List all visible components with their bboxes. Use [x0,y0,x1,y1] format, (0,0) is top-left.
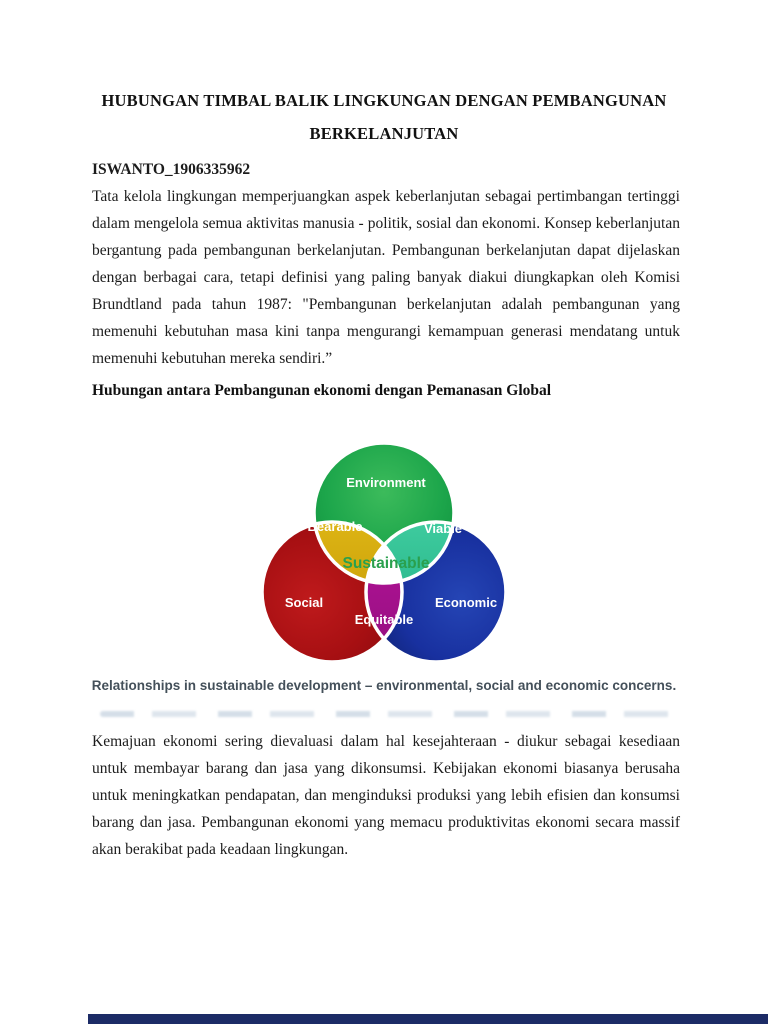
venn-svg [259,440,509,675]
venn-label-sustainable: Sustainable [342,555,430,572]
venn-label-social: Social [284,595,324,610]
paragraph-economy: Kemajuan ekonomi sering dievaluasi dalam hal kesejahteraan - diukur sebagai kesediaan untuk membayar barang dan jasa yang dikonsumsi. Kebijakan ekonomi biasanya berusaha untuk meningkatkan pendapatan, dan menginduksi produksi yang lebih efisien dan konsumsi barang dan jasa. Pembangunan ekonomi yang memacu produktivitas ekonomi secara massif akan berakibat pada keadaan lingkungan. [92,733,680,858]
paragraph-governance: Tata kelola lingkungan memperjuangkan aspek keberlanjutan sebagai pertimbangan tertinggi dalam mengelola semua aktivitas manusia - politik, sosial dan ekonomi. Konsep keberlanjutan bergantung pada pembangunan berkelanjutan. Pembangunan berkelanjutan dapat dijelaskan dengan berbagai cara, tetapi definisi yang paling banyak diakui diungkapkan oleh Komisi Brundtland pada tahun 1987: "Pembangunan berkelanjutan adalah pembangunan yang memenuhi kebutuhan masa kini tanpa mengurangi kemampuan generasi mendatang untuk memenuhi kebutuhan mereka sendiri.” [92,188,680,367]
page-title [84,84,684,150]
venn-label-equitable: Equitable [354,612,414,627]
figure-caption: Relationships in sustainable development – environmental, social and economic concerns. [91,678,677,693]
venn-label-viable: Viable [423,521,463,536]
faded-illegible-text-line [100,711,670,717]
intro-section [92,156,680,372]
section-subheading: Hubungan antara Pembangunan ekonomi dengan Pemanasan Global [92,382,552,399]
page-title-line-1: HUBUNGAN TIMBAL BALIK LINGKUNGAN DENGAN PEMBANGUNAN [101,91,667,110]
page-title-line-2: BERKELANJUTAN [309,124,459,143]
venn-label-economic: Economic [434,595,498,610]
next-page-edge [88,1014,768,1024]
venn-label-environment: Environment [346,475,426,490]
venn-label-bearable: Bearable [307,519,363,534]
author-id: ISWANTO_1906335962 [92,161,251,178]
sustainability-venn-diagram [259,440,509,675]
